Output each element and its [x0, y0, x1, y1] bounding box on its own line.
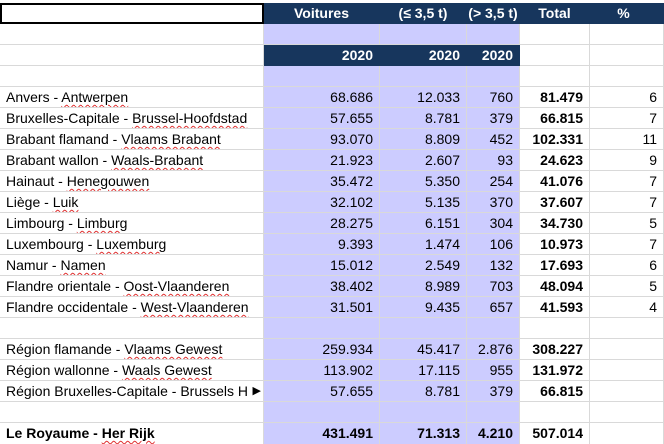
cell[interactable]: [0, 45, 264, 66]
cell[interactable]: [590, 24, 664, 45]
voitures-value[interactable]: 21.923: [264, 150, 380, 171]
light-value[interactable]: 1.474: [380, 234, 467, 255]
blank-row: [0, 402, 664, 423]
total-value[interactable]: 41.076: [520, 171, 590, 192]
cell[interactable]: [467, 318, 520, 339]
province-name[interactable]: Brabant flamand - Vlaams Brabant: [0, 129, 264, 150]
table-row: [0, 192, 664, 213]
total-value[interactable]: 131.972: [520, 360, 590, 381]
cell[interactable]: [520, 318, 590, 339]
voitures-value[interactable]: 15.012: [264, 255, 380, 276]
cell[interactable]: [467, 402, 520, 423]
table-row: [0, 255, 664, 276]
heavy-value[interactable]: 379: [467, 108, 520, 129]
header-pct[interactable]: %: [590, 3, 664, 24]
total-value[interactable]: 308.227: [520, 339, 590, 360]
cell[interactable]: [0, 402, 264, 423]
light-value[interactable]: 8.781: [380, 108, 467, 129]
cell[interactable]: [264, 318, 380, 339]
table-row: [0, 276, 664, 297]
header-heavy[interactable]: (> 3,5 t): [467, 3, 520, 24]
light-value[interactable]: 5.350: [380, 171, 467, 192]
kingdom-name[interactable]: Le Royaume - Her Rijk: [0, 423, 264, 444]
heavy-value[interactable]: 304: [467, 213, 520, 234]
total-value[interactable]: 10.973: [520, 234, 590, 255]
voitures-value[interactable]: 35.472: [264, 171, 380, 192]
pct-value[interactable]: 6: [590, 87, 664, 108]
heavy-value[interactable]: 452: [467, 129, 520, 150]
light-value[interactable]: 6.151: [380, 213, 467, 234]
year-row: [0, 45, 664, 66]
total-value[interactable]: 48.094: [520, 276, 590, 297]
heavy-value[interactable]: 132: [467, 255, 520, 276]
cell[interactable]: [520, 66, 590, 87]
cell[interactable]: [467, 24, 520, 45]
light-value[interactable]: 71.313: [380, 423, 467, 444]
province-name[interactable]: Limbourg - Limburg: [0, 213, 264, 234]
heavy-value[interactable]: 370: [467, 192, 520, 213]
light-value[interactable]: 5.135: [380, 192, 467, 213]
province-name[interactable]: Flandre orientale - Oost-Vlaanderen: [0, 276, 264, 297]
light-value[interactable]: 2.607: [380, 150, 467, 171]
region-row: [0, 381, 664, 402]
region-name[interactable]: Région wallonne - Waals Gewest: [0, 360, 264, 381]
province-name[interactable]: Flandre occidentale - West-Vlaanderen: [0, 297, 264, 318]
voitures-value[interactable]: 93.070: [264, 129, 380, 150]
total-value[interactable]: 102.331: [520, 129, 590, 150]
pct-value[interactable]: 7: [590, 192, 664, 213]
province-name[interactable]: Luxembourg - Luxemburg: [0, 234, 264, 255]
cell[interactable]: [380, 66, 467, 87]
cell-cursor: [0, 3, 264, 24]
heavy-value[interactable]: 657: [467, 297, 520, 318]
cell[interactable]: [380, 24, 467, 45]
cell[interactable]: [590, 423, 664, 444]
province-name[interactable]: Hainaut - Henegouwen: [0, 171, 264, 192]
cell[interactable]: [520, 45, 590, 66]
blank-row: [0, 24, 664, 45]
cell[interactable]: [380, 402, 467, 423]
pct-value[interactable]: 11: [590, 129, 664, 150]
table-row: [0, 234, 664, 255]
year-light[interactable]: 2020: [380, 45, 467, 66]
voitures-value[interactable]: 38.402: [264, 276, 380, 297]
year-voitures[interactable]: 2020: [264, 45, 380, 66]
voitures-value[interactable]: 28.275: [264, 213, 380, 234]
pct-value[interactable]: 4: [590, 297, 664, 318]
light-value[interactable]: 8.989: [380, 276, 467, 297]
header-voitures[interactable]: Voitures: [264, 3, 380, 24]
table-row: [0, 150, 664, 171]
kingdom-row: [0, 423, 664, 444]
total-value[interactable]: 17.693: [520, 255, 590, 276]
light-value[interactable]: 8.809: [380, 129, 467, 150]
header-total[interactable]: Total: [520, 3, 590, 24]
cell[interactable]: [0, 66, 264, 87]
voitures-value[interactable]: 32.102: [264, 192, 380, 213]
voitures-value[interactable]: 68.686: [264, 87, 380, 108]
table-row: [0, 108, 664, 129]
heavy-value[interactable]: 4.210: [467, 423, 520, 444]
header-row: [0, 3, 664, 24]
province-name[interactable]: Namur - Namen: [0, 255, 264, 276]
cell[interactable]: [520, 24, 590, 45]
total-value[interactable]: 34.730: [520, 213, 590, 234]
region-row: [0, 360, 664, 381]
heavy-value[interactable]: 93: [467, 150, 520, 171]
cell[interactable]: [590, 45, 664, 66]
total-value[interactable]: 66.815: [520, 381, 590, 402]
voitures-value[interactable]: 113.902: [264, 360, 380, 381]
heavy-value[interactable]: 955: [467, 360, 520, 381]
heavy-value[interactable]: 2.876: [467, 339, 520, 360]
total-value[interactable]: 24.623: [520, 150, 590, 171]
cell[interactable]: [264, 24, 380, 45]
region-name[interactable]: Région flamande - Vlaams Gewest: [0, 339, 264, 360]
light-value[interactable]: 2.549: [380, 255, 467, 276]
heavy-value[interactable]: 760: [467, 87, 520, 108]
voitures-value[interactable]: 431.491: [264, 423, 380, 444]
light-value[interactable]: 45.417: [380, 339, 467, 360]
light-value[interactable]: 12.033: [380, 87, 467, 108]
voitures-value[interactable]: 259.934: [264, 339, 380, 360]
pct-value[interactable]: 9: [590, 150, 664, 171]
light-value[interactable]: 9.435: [380, 297, 467, 318]
table-row: [0, 171, 664, 192]
province-name[interactable]: Anvers - Antwerpen: [0, 87, 264, 108]
light-value[interactable]: 17.115: [380, 360, 467, 381]
light-value[interactable]: 8.781: [380, 381, 467, 402]
table-row: [0, 297, 664, 318]
pct-value[interactable]: 5: [590, 276, 664, 297]
region-row: [0, 339, 664, 360]
blank-row: [0, 66, 664, 87]
cell[interactable]: [590, 318, 664, 339]
header-light[interactable]: (≤ 3,5 t): [380, 3, 467, 24]
cell[interactable]: [467, 66, 520, 87]
cell[interactable]: [590, 381, 664, 402]
text-overflow-marker: ▶: [252, 385, 261, 397]
cell[interactable]: [0, 24, 264, 45]
cell[interactable]: [590, 339, 664, 360]
year-heavy[interactable]: 2020: [467, 45, 520, 66]
heavy-value[interactable]: 254: [467, 171, 520, 192]
total-value[interactable]: 37.607: [520, 192, 590, 213]
table-row: [0, 87, 664, 108]
pct-value[interactable]: 5: [590, 213, 664, 234]
cell[interactable]: [520, 402, 590, 423]
heavy-value[interactable]: 703: [467, 276, 520, 297]
pct-value[interactable]: 7: [590, 234, 664, 255]
table-row: [0, 129, 664, 150]
heavy-value[interactable]: 379: [467, 381, 520, 402]
cell[interactable]: [380, 318, 467, 339]
province-name[interactable]: Bruxelles-Capitale - Brussel-Hoofdstad: [0, 108, 264, 129]
cell[interactable]: [590, 66, 664, 87]
pct-value[interactable]: 7: [590, 171, 664, 192]
cell[interactable]: [590, 360, 664, 381]
total-value[interactable]: 41.593: [520, 297, 590, 318]
pct-value[interactable]: 7: [590, 108, 664, 129]
cell[interactable]: [264, 402, 380, 423]
region-name[interactable]: Région Bruxelles-Capitale - Brussels H ▶: [0, 381, 264, 402]
total-value[interactable]: 507.014: [520, 423, 590, 444]
province-name[interactable]: Brabant wallon - Waals-Brabant: [0, 150, 264, 171]
cell[interactable]: [590, 402, 664, 423]
blank-row: [0, 318, 664, 339]
cell[interactable]: [0, 318, 264, 339]
heavy-value[interactable]: 106: [467, 234, 520, 255]
province-name[interactable]: Liège - Luik: [0, 192, 264, 213]
total-value[interactable]: 66.815: [520, 108, 590, 129]
voitures-value[interactable]: 9.393: [264, 234, 380, 255]
cell[interactable]: [264, 66, 380, 87]
table-row: [0, 213, 664, 234]
pct-value[interactable]: 6: [590, 255, 664, 276]
total-value[interactable]: 81.479: [520, 87, 590, 108]
voitures-value[interactable]: 57.655: [264, 381, 380, 402]
voitures-value[interactable]: 57.655: [264, 108, 380, 129]
voitures-value[interactable]: 31.501: [264, 297, 380, 318]
